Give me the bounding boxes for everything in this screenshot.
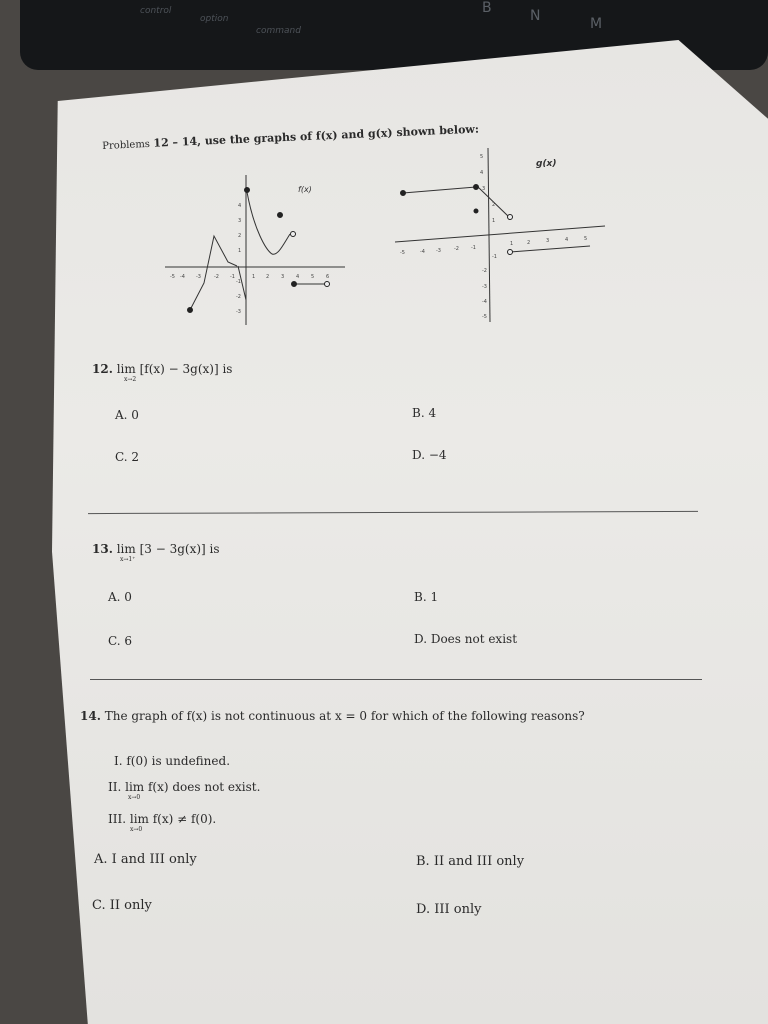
- f-curve-left: [190, 236, 237, 310]
- g-x-axis: [395, 226, 605, 242]
- g-y-tick-neg1: -1: [492, 254, 497, 260]
- q13-limit-subscript: x→1⁺: [120, 556, 136, 563]
- key-command-label: command: [256, 26, 301, 36]
- q14-option-b: B. II and III only: [416, 854, 525, 869]
- g-x-tick-4: 4: [565, 237, 569, 243]
- q12-text: lim [f(x) − 3g(x)] is: [116, 362, 233, 376]
- g-y-tick-2: 2: [492, 202, 496, 208]
- f-x-tick-neg5: -5: [170, 274, 175, 280]
- f-y-tick-1: 1: [238, 248, 242, 254]
- q14-stem: [80, 709, 585, 723]
- f-y-tick-2: 2: [238, 233, 242, 239]
- g-x-tick-1: 1: [510, 241, 514, 247]
- q12-stem: [92, 362, 232, 376]
- f-x-tick-6: 6: [326, 274, 330, 280]
- q12-option-b: B. 4: [412, 406, 437, 420]
- q12-limit-subscript: x→2: [124, 376, 137, 383]
- g-label: g(x): [536, 159, 557, 169]
- g-isolated-point: [474, 209, 478, 213]
- f-x-tick-4: 4: [296, 274, 300, 280]
- f-x-tick-neg1: -1: [230, 274, 235, 280]
- g-closed-point-left: [401, 191, 406, 196]
- f-closed-point-left: [188, 308, 193, 313]
- g-y-tick-neg5: -5: [482, 314, 487, 320]
- q13-option-b: B. 1: [414, 590, 439, 604]
- q12-number: 12.: [92, 362, 113, 376]
- f-x-tick-5: 5: [311, 274, 315, 280]
- g-segment-left: [403, 187, 476, 193]
- key-n-label: N: [530, 8, 541, 24]
- g-y-tick-neg2: -2: [482, 268, 487, 274]
- g-y-tick-5: 5: [480, 154, 484, 160]
- f-open-point-curve: [291, 232, 296, 237]
- key-option-label: option: [200, 14, 229, 24]
- q13-number: 13.: [92, 542, 113, 556]
- f-points: [188, 188, 330, 313]
- g-x-tick-neg3: -3: [436, 248, 441, 254]
- q14-statement-ii-subscript: x→0: [128, 794, 141, 801]
- g-x-tick-neg2: -2: [454, 246, 459, 252]
- f-label: f(x): [298, 185, 312, 194]
- g-y-tick-4: 4: [480, 170, 484, 176]
- g-graph: [395, 148, 605, 322]
- f-closed-point-top: [245, 188, 250, 193]
- g-points: [401, 185, 513, 255]
- g-y-tick-neg3: -3: [482, 284, 487, 290]
- q14-statement-i: I. f(0) is undefined.: [114, 754, 231, 768]
- g-x-tick-neg1: -1: [471, 245, 476, 251]
- g-x-tick-2: 2: [527, 240, 531, 246]
- key-control-label: control: [140, 6, 172, 16]
- q14-option-c: C. II only: [92, 898, 152, 913]
- f-open-point-right: [325, 282, 330, 287]
- q14-statement-iii-subscript: x→0: [130, 826, 143, 833]
- f-x-tick-1: 1: [252, 274, 256, 280]
- g-y-tick-neg4: -4: [482, 299, 487, 305]
- g-y-tick-1: 1: [492, 218, 496, 224]
- q14-number: 14.: [80, 709, 101, 723]
- f-curve-middle: [247, 192, 290, 254]
- q14-text: The graph of f(x) is not continuous at x = 0 for which of the following reasons?: [104, 709, 585, 723]
- f-x-tick-neg4: -4: [180, 274, 185, 280]
- f-x-tick-2: 2: [266, 274, 270, 280]
- g-x-tick-5: 5: [584, 236, 588, 242]
- divider-2: [90, 679, 702, 680]
- q14-option-d: D. III only: [416, 902, 482, 917]
- f-x-tick-neg3: -3: [196, 274, 201, 280]
- g-x-tick-neg5: -5: [400, 250, 405, 256]
- key-m-label: M: [590, 16, 603, 32]
- q13-option-a: A. 0: [108, 590, 132, 604]
- q12-option-a: A. 0: [115, 408, 139, 422]
- q14-statement-ii: II. lim f(x) does not exist.: [108, 780, 261, 794]
- f-closed-point-right: [292, 282, 297, 287]
- g-open-point-right: [508, 250, 513, 255]
- g-open-point-descending: [508, 215, 513, 220]
- f-y-tick-4: 4: [238, 203, 242, 209]
- f-graph: [165, 175, 345, 325]
- f-y-tick-neg2: -2: [236, 294, 241, 300]
- f-y-tick-neg3: -3: [236, 309, 241, 315]
- q13-text: lim [3 − 3g(x)] is: [116, 542, 220, 556]
- f-y-tick-neg1: -1: [236, 279, 241, 285]
- q14-option-a: A. I and III only: [94, 852, 197, 867]
- g-closed-point-top: [474, 185, 479, 190]
- key-b-label: B: [482, 0, 492, 16]
- q13-stem: [92, 542, 220, 556]
- g-x-tick-3: 3: [546, 238, 550, 244]
- g-y-tick-3: 3: [482, 186, 486, 192]
- f-x-tick-3: 3: [281, 274, 285, 280]
- f-y-tick-3: 3: [238, 218, 242, 224]
- g-segment-right: [510, 246, 590, 252]
- q14-statement-iii: III. lim f(x) ≠ f(0).: [108, 812, 217, 826]
- q12-option-c: C. 2: [115, 450, 140, 464]
- g-x-tick-neg4: -4: [420, 249, 425, 255]
- header-text: 12 – 14, use the graphs of f(x) and g(x) shown below:: [153, 122, 480, 150]
- q13-option-c: C. 6: [108, 634, 133, 648]
- header-prefix: Problems: [102, 138, 151, 152]
- q13-option-d: D. Does not exist: [414, 632, 518, 646]
- q12-option-d: D. −4: [412, 448, 447, 462]
- f-isolated-point: [278, 213, 283, 218]
- f-x-tick-neg2: -2: [214, 274, 219, 280]
